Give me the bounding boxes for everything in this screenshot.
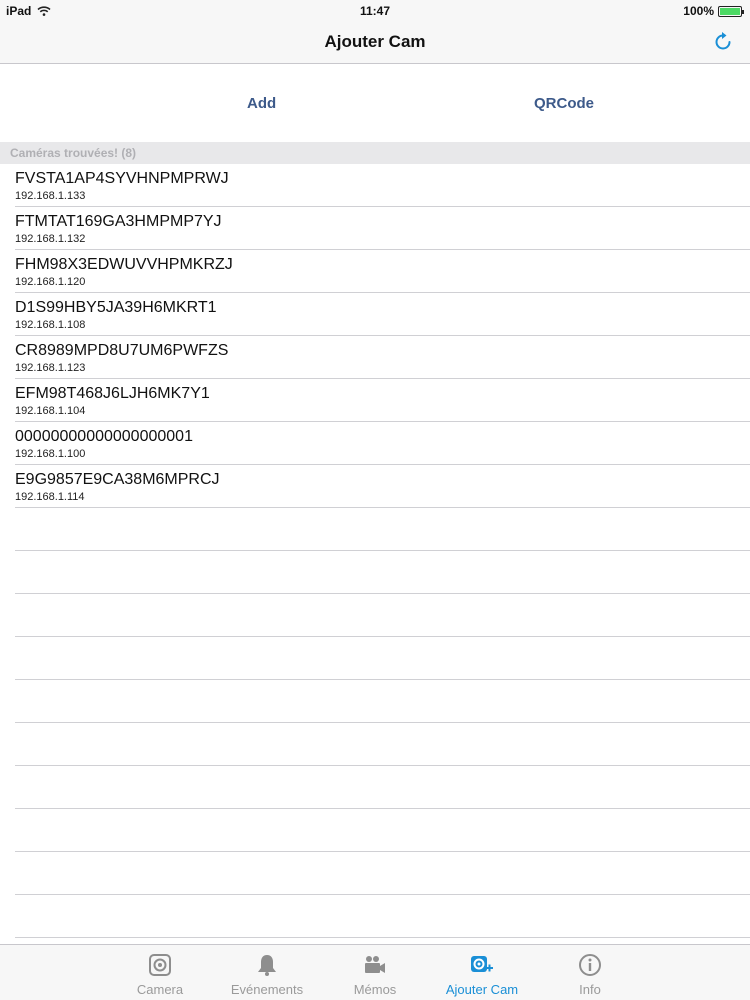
camera-ip: 192.168.1.100 bbox=[15, 448, 86, 460]
nav-bar bbox=[0, 20, 750, 64]
empty-row bbox=[15, 508, 750, 551]
page-title: Ajouter Cam bbox=[324, 32, 426, 51]
section-header-label: Caméras trouvées! (8) bbox=[10, 146, 137, 160]
camera-id: CR8989MPD8U7UM6PWFZS bbox=[15, 342, 229, 359]
empty-row bbox=[15, 766, 750, 809]
status-bar bbox=[0, 0, 750, 20]
camera-ip: 192.168.1.133 bbox=[15, 190, 86, 202]
camera-row[interactable] bbox=[15, 164, 750, 207]
camera-row[interactable] bbox=[15, 465, 750, 508]
camera-ip: 192.168.1.108 bbox=[15, 319, 86, 331]
tab-label: Evénements bbox=[230, 982, 304, 997]
camera-row[interactable] bbox=[15, 379, 750, 422]
tab-ajouter-cam[interactable] bbox=[432, 945, 532, 1000]
camera-id: FHM98X3EDWUVVHPMKRZJ bbox=[15, 256, 233, 273]
battery-percent: 100% bbox=[683, 4, 714, 18]
tab-camera[interactable] bbox=[110, 945, 210, 1000]
refresh-icon bbox=[712, 31, 734, 53]
camera-id: D1S99HBY5JA39H6MKRT1 bbox=[15, 299, 217, 316]
empty-row bbox=[15, 637, 750, 680]
tab-label: Ajouter Cam bbox=[445, 982, 519, 997]
status-time: 11:47 bbox=[359, 4, 391, 18]
empty-row bbox=[15, 551, 750, 594]
tab-label: Info bbox=[579, 982, 601, 997]
camera-row[interactable] bbox=[15, 293, 750, 336]
battery-fill bbox=[720, 8, 740, 15]
device-name: iPad bbox=[6, 4, 32, 18]
tab-evenements[interactable] bbox=[217, 945, 317, 1000]
camera-ip: 192.168.1.104 bbox=[15, 405, 86, 417]
tab-memos[interactable] bbox=[325, 945, 425, 1000]
video-camera-icon bbox=[363, 953, 387, 977]
info-icon bbox=[578, 953, 602, 977]
section-header bbox=[0, 142, 750, 164]
camera-row[interactable] bbox=[15, 207, 750, 250]
camera-id: FVSTA1AP4SYVHNPMPRWJ bbox=[15, 170, 229, 187]
camera-id: E9G9857E9CA38M6MPRCJ bbox=[15, 471, 220, 488]
tab-label: Camera bbox=[136, 982, 184, 997]
add-button[interactable]: Add bbox=[247, 95, 277, 112]
qrcode-button[interactable]: QRCode bbox=[534, 95, 594, 112]
bell-icon bbox=[255, 953, 279, 977]
camera-ip: 192.168.1.114 bbox=[15, 491, 85, 503]
tab-bar bbox=[0, 944, 750, 1000]
camera-id: 00000000000000000001 bbox=[15, 428, 193, 445]
empty-row bbox=[15, 594, 750, 637]
empty-row bbox=[15, 680, 750, 723]
camera-ip: 192.168.1.132 bbox=[15, 233, 86, 245]
tab-label: Mémos bbox=[353, 982, 397, 997]
camera-ip: 192.168.1.120 bbox=[15, 276, 86, 288]
action-area bbox=[0, 64, 750, 142]
camera-icon bbox=[148, 953, 172, 977]
status-right bbox=[683, 4, 742, 18]
empty-row bbox=[15, 809, 750, 852]
battery-icon bbox=[718, 6, 742, 17]
camera-row[interactable] bbox=[15, 336, 750, 379]
camera-ip: 192.168.1.123 bbox=[15, 362, 86, 374]
add-camera-icon bbox=[470, 953, 494, 977]
camera-list bbox=[0, 164, 750, 938]
camera-id: FTMTAT169GA3HMPMP7YJ bbox=[15, 213, 222, 230]
camera-row[interactable] bbox=[15, 422, 750, 465]
empty-row bbox=[15, 723, 750, 766]
camera-id: EFM98T468J6LJH6MK7Y1 bbox=[15, 385, 210, 402]
empty-row bbox=[15, 895, 750, 938]
camera-row[interactable] bbox=[15, 250, 750, 293]
empty-row bbox=[15, 852, 750, 895]
tab-info[interactable] bbox=[540, 945, 640, 1000]
refresh-button[interactable] bbox=[710, 29, 736, 55]
